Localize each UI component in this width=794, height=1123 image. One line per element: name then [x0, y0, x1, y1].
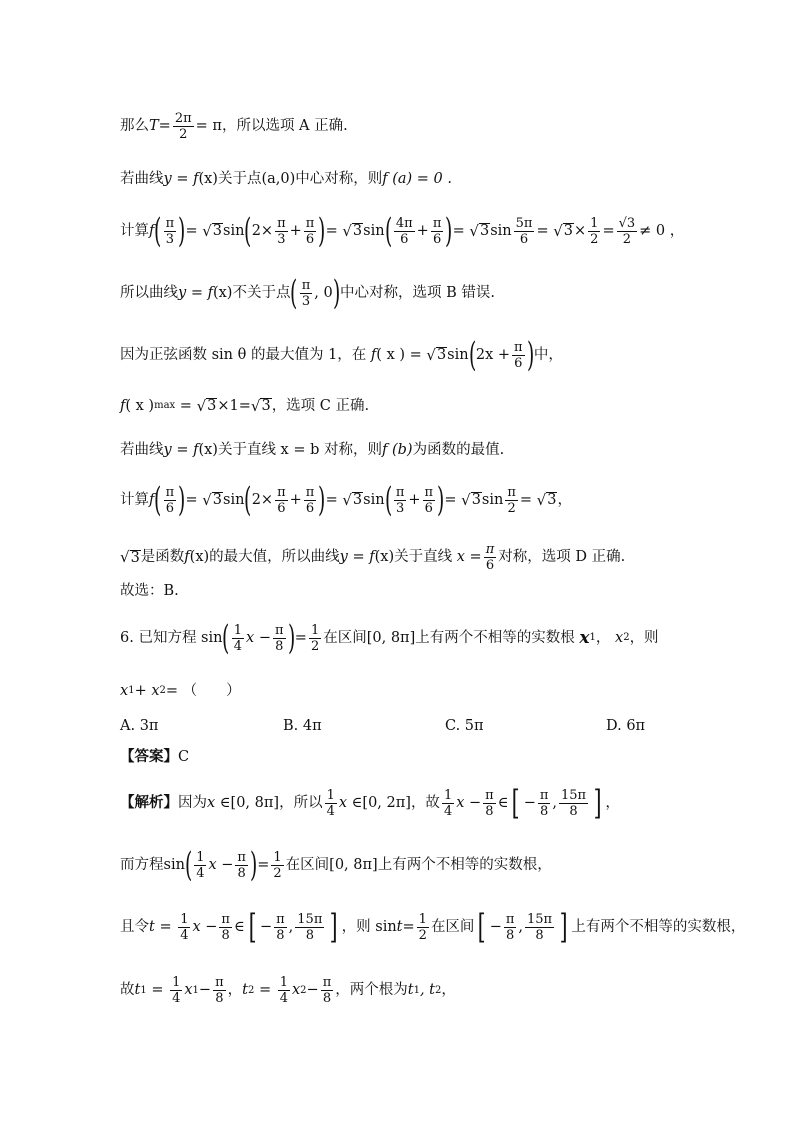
var-f: f	[193, 171, 199, 187]
option-b: B. 4π	[283, 718, 322, 734]
solution-line-c-correct: f ( x ) max = √ 3 ×1= √ 3 ，选项 C 正确.	[120, 396, 370, 415]
analysis-line-1: 【解析】 因为 x ∈ [ 0, 8π ] ，所以 $\frac{1}{4}$ x ∈ [ 0, 2π ] ，故 $\frac{1}{4}$ x − $\frac{\pi}{8}$ ∈ [ − $\frac{\pi}{8}$ , $\frac{15\pi}{8}$ ] ，	[120, 783, 620, 823]
sqrt3: √ 3	[202, 221, 223, 240]
text: f (a) = 0 .	[382, 171, 452, 187]
text: 若曲线	[120, 171, 164, 187]
text: 那么	[120, 118, 149, 135]
solution-line-d-correct: √ 3 是函数 f (x)的最大值，所以曲线 y = f (x)关于直线 x = $\frac{\pi}{6}$ 对称，选项 D 正确.	[120, 542, 626, 573]
solution-answer-line: 故选：B.	[120, 583, 179, 599]
var-T: T	[149, 118, 159, 135]
analysis-line-3: 且令 t = $\frac{1}{4}$ x − $\frac{\pi}{8}$ ∈ [ − $\frac{\pi}{8}$ , $\frac{15\pi}{8}$ ] ，则 sin t = $\frac{1}{2}$ 在区间 [ − $\frac{\pi}{8}$ , $\frac{15\pi}{8}$ ] 上有两个不相等的实数根，	[120, 907, 746, 947]
solution-line-compute-1: 计算 f ( $\frac{\pi}{3}$ ) = √ 3 sin ( 2× $\frac{\pi}{3}$ + $\frac{\pi}{6}$ ) = √ 3 sin ( $\frac{4\pi}{6}$ + $\frac{\pi}{6}$ ) = √ 3 sin $\frac{5\pi}{6}$ = √ 3 × $\frac{1}{2}$ = $\frac{√3}{2}$ ≠ 0 ，	[120, 211, 685, 251]
fraction: $\frac{2\pi}{2}$	[174, 111, 192, 142]
solution-line-axis-symmetry: 若曲线 y = f (x)关于直线 x = b 对称，则 f (b) 为函数的最值.	[120, 442, 505, 458]
option-d: D. 6π	[606, 718, 646, 734]
text: = π，所以选项 A 正确.	[195, 118, 348, 135]
option-a: A. 3π	[120, 718, 159, 734]
solution-line-compute-2: 计算 f ( $\frac{\pi}{6}$ ) = √ 3 sin ( 2× $\frac{\pi}{6}$ + $\frac{\pi}{6}$ ) = √ 3 sin ( $\frac{\pi}{3}$ + $\frac{\pi}{6}$ ) = √ 3 sin $\frac{\pi}{2}$ = √ 3 ，	[120, 480, 572, 520]
question-6-stem: 6. 已知方程 sin ( $\frac{1}{4}$ x − $\frac{\pi}{8}$ ) = $\frac{1}{2}$ 在区间 [ 0, 8π ] 上有两个不相等的实数根 x 1 ， x 2 ，则	[120, 618, 659, 658]
analysis-line-2: 而方程 sin ( $\frac{1}{4}$ x − $\frac{\pi}{8}$ ) = $\frac{1}{2}$ 在区间 [ 0, 8π ] 上有两个不相等的实数根，	[120, 845, 552, 885]
solution-line-center-symmetry	[120, 172, 452, 187]
solution-line-b-wrong: 所以曲线 y = f (x)不关于点 ( $\frac{\pi}{3}$ , 0 ) 中心对称，选项 B 错误.	[120, 273, 495, 313]
text: (x)关于点(a,0)中心对称，则	[198, 171, 383, 187]
solution-line-max: 因为正弦函数 sin θ 的最大值为 1，在 f ( x ) = √ 3 sin ( 2x + $\frac{\pi}{6}$ ) 中，	[120, 335, 563, 375]
answer-label: 【答案】 C	[120, 748, 190, 765]
option-c: C. 5π	[445, 718, 484, 734]
equals: =	[176, 171, 189, 187]
question-6-ask: x 1 + x 2 = （ ）	[120, 683, 241, 699]
equals: =	[158, 118, 171, 135]
var-y: y	[163, 171, 172, 187]
solution-line-period	[120, 112, 348, 141]
analysis-line-4: 故 t 1 = $\frac{1}{4}$ x 1 − $\frac{\pi}{8}$ ， t 2 = $\frac{1}{4}$ x 2 − $\frac{\pi}{8}$ ，两个根为 t 1 , t 2 ，	[120, 975, 456, 1006]
text: 计算	[120, 222, 149, 239]
